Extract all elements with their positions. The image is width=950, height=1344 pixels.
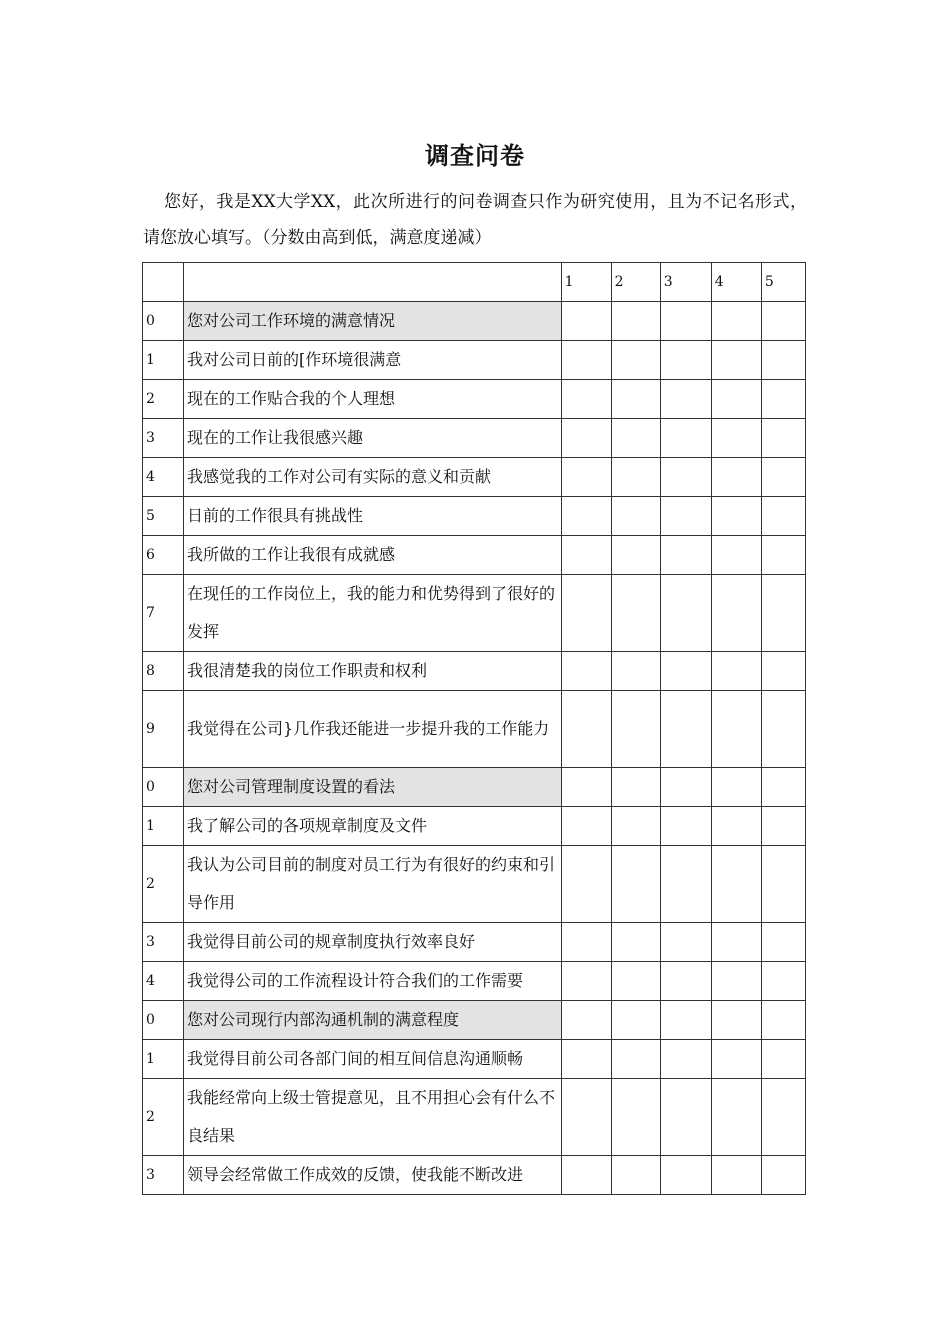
row-number: 5 bbox=[143, 497, 184, 536]
row-number: 2 bbox=[143, 1079, 184, 1156]
rating-cell-5[interactable] bbox=[761, 1079, 805, 1156]
section-heading: 您对公司管理制度设置的看法 bbox=[184, 768, 562, 807]
question-row bbox=[143, 1156, 806, 1195]
rating-cell-1[interactable] bbox=[561, 1040, 611, 1079]
rating-cell-5[interactable] bbox=[761, 536, 805, 575]
question-row bbox=[143, 575, 806, 652]
rating-cell-5[interactable] bbox=[761, 380, 805, 419]
rating-cell-4[interactable] bbox=[711, 768, 761, 807]
question-text: 我觉得在公司}几作我还能进一步提升我的工作能力 bbox=[184, 691, 562, 768]
row-number: 0 bbox=[143, 302, 184, 341]
rating-cell-2[interactable] bbox=[611, 302, 660, 341]
rating-cell-4[interactable] bbox=[711, 497, 761, 536]
rating-cell-4[interactable] bbox=[711, 536, 761, 575]
rating-cell-2[interactable] bbox=[611, 536, 660, 575]
rating-cell-2[interactable] bbox=[611, 691, 660, 768]
rating-cell-4[interactable] bbox=[711, 575, 761, 652]
rating-cell-2[interactable] bbox=[611, 1040, 660, 1079]
question-text: 我感觉我的工作对公司有实际的意义和贡献 bbox=[184, 458, 562, 497]
rating-cell-1[interactable] bbox=[561, 768, 611, 807]
rating-cell-2[interactable] bbox=[611, 1001, 660, 1040]
rating-cell-2[interactable] bbox=[611, 497, 660, 536]
rating-cell-5[interactable] bbox=[761, 419, 805, 458]
question-text: 我觉得公司的工作流程设计符合我们的工作需要 bbox=[184, 962, 562, 1001]
survey-table bbox=[142, 262, 806, 1195]
rating-cell-1[interactable] bbox=[561, 497, 611, 536]
rating-cell-5[interactable] bbox=[761, 302, 805, 341]
row-number: 1 bbox=[143, 341, 184, 380]
question-row bbox=[143, 962, 806, 1001]
row-number: 8 bbox=[143, 652, 184, 691]
rating-cell-5[interactable] bbox=[761, 768, 805, 807]
question-text: 现在的工作贴合我的个人理想 bbox=[184, 380, 562, 419]
question-row bbox=[143, 807, 806, 846]
row-number: 2 bbox=[143, 846, 184, 923]
rating-cell-4[interactable] bbox=[711, 380, 761, 419]
rating-cell-2[interactable] bbox=[611, 575, 660, 652]
rating-cell-1[interactable] bbox=[561, 575, 611, 652]
question-row bbox=[143, 458, 806, 497]
rating-cell-3[interactable] bbox=[660, 1079, 711, 1156]
rating-cell-4[interactable] bbox=[711, 652, 761, 691]
row-number: 3 bbox=[143, 923, 184, 962]
row-number: 4 bbox=[143, 458, 184, 497]
question-text: 领导会经常做工作成效的反馈，使我能不断改进 bbox=[184, 1156, 562, 1195]
rating-cell-5[interactable] bbox=[761, 1156, 805, 1195]
question-text: 我能经常向上级士管提意见，且不用担心会有什么不良结果 bbox=[184, 1079, 562, 1156]
row-number: 0 bbox=[143, 1001, 184, 1040]
question-text: 我很清楚我的岗位工作职责和权利 bbox=[184, 652, 562, 691]
rating-cell-4[interactable] bbox=[711, 1001, 761, 1040]
rating-cell-1[interactable] bbox=[561, 1001, 611, 1040]
question-text: 我觉得目前公司的规章制度执行效率良好 bbox=[184, 923, 562, 962]
rating-cell-4[interactable] bbox=[711, 1156, 761, 1195]
rating-cell-1[interactable] bbox=[561, 458, 611, 497]
rating-cell-5[interactable] bbox=[761, 652, 805, 691]
rating-cell-1[interactable] bbox=[561, 1156, 611, 1195]
question-row bbox=[143, 380, 806, 419]
question-row bbox=[143, 923, 806, 962]
rating-cell-1[interactable] bbox=[561, 923, 611, 962]
rating-cell-4[interactable] bbox=[711, 807, 761, 846]
rating-cell-3[interactable] bbox=[660, 846, 711, 923]
row-number: 0 bbox=[143, 768, 184, 807]
rating-cell-2[interactable] bbox=[611, 380, 660, 419]
rating-cell-1[interactable] bbox=[561, 1079, 611, 1156]
rating-cell-4[interactable] bbox=[711, 1040, 761, 1079]
page-title: 调查问卷 bbox=[425, 142, 525, 170]
rating-cell-5[interactable] bbox=[761, 846, 805, 923]
rating-cell-2[interactable] bbox=[611, 458, 660, 497]
rating-cell-2[interactable] bbox=[611, 846, 660, 923]
rating-cell-1[interactable] bbox=[561, 846, 611, 923]
rating-cell-4[interactable] bbox=[711, 962, 761, 1001]
row-number: 4 bbox=[143, 962, 184, 1001]
question-text: 我了解公司的各项规章制度及文件 bbox=[184, 807, 562, 846]
rating-cell-2[interactable] bbox=[611, 419, 660, 458]
scale-header: 3 bbox=[660, 263, 711, 302]
scale-header: 2 bbox=[611, 263, 660, 302]
rating-cell-5[interactable] bbox=[761, 962, 805, 1001]
rating-cell-2[interactable] bbox=[611, 768, 660, 807]
rating-cell-1[interactable] bbox=[561, 962, 611, 1001]
rating-cell-5[interactable] bbox=[761, 691, 805, 768]
rating-cell-4[interactable] bbox=[711, 1079, 761, 1156]
rating-cell-2[interactable] bbox=[611, 923, 660, 962]
rating-cell-1[interactable] bbox=[561, 807, 611, 846]
question-row bbox=[143, 1040, 806, 1079]
question-row bbox=[143, 846, 806, 923]
rating-cell-5[interactable] bbox=[761, 807, 805, 846]
row-number: 9 bbox=[143, 691, 184, 768]
rating-cell-2[interactable] bbox=[611, 652, 660, 691]
question-text: 在现任的工作岗位上，我的能力和优势得到了很好的发挥 bbox=[184, 575, 562, 652]
section-heading: 您对公司现行内部沟通机制的满意程度 bbox=[184, 1001, 562, 1040]
rating-cell-1[interactable] bbox=[561, 691, 611, 768]
rating-cell-2[interactable] bbox=[611, 341, 660, 380]
rating-cell-4[interactable] bbox=[711, 419, 761, 458]
question-text: 我对公司日前的[作环境很满意 bbox=[184, 341, 562, 380]
rating-cell-5[interactable] bbox=[761, 1001, 805, 1040]
row-number: 6 bbox=[143, 536, 184, 575]
rating-cell-4[interactable] bbox=[711, 458, 761, 497]
row-number: 3 bbox=[143, 419, 184, 458]
rating-cell-4[interactable] bbox=[711, 923, 761, 962]
rating-cell-3[interactable] bbox=[660, 419, 711, 458]
scale-header: 4 bbox=[711, 263, 761, 302]
question-text: 我认为公司目前的制度对员工行为有很好的约束和引导作用 bbox=[184, 846, 562, 923]
question-row bbox=[143, 691, 806, 768]
rating-cell-1[interactable] bbox=[561, 652, 611, 691]
rating-cell-2[interactable] bbox=[611, 1156, 660, 1195]
section-heading: 您对公司工作环境的满意情况 bbox=[184, 302, 562, 341]
section-row bbox=[143, 768, 806, 807]
scale-header: 5 bbox=[761, 263, 805, 302]
header-num-cell bbox=[143, 263, 184, 302]
question-row bbox=[143, 419, 806, 458]
question-text: 我觉得目前公司各部门间的相互间信息沟通顺畅 bbox=[184, 1040, 562, 1079]
scale-header: 1 bbox=[561, 263, 611, 302]
rating-cell-4[interactable] bbox=[711, 846, 761, 923]
rating-cell-3[interactable] bbox=[660, 923, 711, 962]
row-number: 1 bbox=[143, 807, 184, 846]
rating-cell-5[interactable] bbox=[761, 458, 805, 497]
rating-cell-3[interactable] bbox=[660, 1040, 711, 1079]
question-text: 日前的工作很具有挑战性 bbox=[184, 497, 562, 536]
rating-cell-4[interactable] bbox=[711, 302, 761, 341]
rating-cell-3[interactable] bbox=[660, 807, 711, 846]
intro-paragraph: 您好，我是XX大学XX，此次所进行的问卷调查只作为研究使用，且为不记名形式，请您放心填写。（分数由高到低，满意度递减） bbox=[143, 192, 807, 248]
question-row bbox=[143, 341, 806, 380]
rating-cell-5[interactable] bbox=[761, 1040, 805, 1079]
rating-cell-1[interactable] bbox=[561, 302, 611, 341]
rating-cell-3[interactable] bbox=[660, 575, 711, 652]
rating-cell-3[interactable] bbox=[660, 458, 711, 497]
row-number: 7 bbox=[143, 575, 184, 652]
rating-cell-5[interactable] bbox=[761, 575, 805, 652]
rating-cell-3[interactable] bbox=[660, 341, 711, 380]
rating-cell-1[interactable] bbox=[561, 341, 611, 380]
rating-cell-3[interactable] bbox=[660, 1001, 711, 1040]
question-row bbox=[143, 652, 806, 691]
section-row bbox=[143, 302, 806, 341]
header-row bbox=[143, 263, 806, 302]
rating-cell-3[interactable] bbox=[660, 691, 711, 768]
rating-cell-3[interactable] bbox=[660, 497, 711, 536]
rating-cell-3[interactable] bbox=[660, 768, 711, 807]
row-number: 1 bbox=[143, 1040, 184, 1079]
rating-cell-1[interactable] bbox=[561, 380, 611, 419]
row-number: 2 bbox=[143, 380, 184, 419]
rating-cell-5[interactable] bbox=[761, 341, 805, 380]
rating-cell-3[interactable] bbox=[660, 380, 711, 419]
rating-cell-3[interactable] bbox=[660, 962, 711, 1001]
section-row bbox=[143, 1001, 806, 1040]
question-text: 我所做的工作让我很有成就感 bbox=[184, 536, 562, 575]
rating-cell-2[interactable] bbox=[611, 962, 660, 1001]
rating-cell-2[interactable] bbox=[611, 1079, 660, 1156]
rating-cell-1[interactable] bbox=[561, 419, 611, 458]
rating-cell-5[interactable] bbox=[761, 923, 805, 962]
rating-cell-3[interactable] bbox=[660, 536, 711, 575]
rating-cell-5[interactable] bbox=[761, 497, 805, 536]
question-row bbox=[143, 497, 806, 536]
row-number: 3 bbox=[143, 1156, 184, 1195]
question-row bbox=[143, 1079, 806, 1156]
question-row bbox=[143, 536, 806, 575]
header-question-cell bbox=[184, 263, 562, 302]
rating-cell-4[interactable] bbox=[711, 691, 761, 768]
rating-cell-3[interactable] bbox=[660, 302, 711, 341]
question-text: 现在的工作让我很感兴趣 bbox=[184, 419, 562, 458]
rating-cell-3[interactable] bbox=[660, 1156, 711, 1195]
rating-cell-4[interactable] bbox=[711, 341, 761, 380]
rating-cell-3[interactable] bbox=[660, 652, 711, 691]
rating-cell-2[interactable] bbox=[611, 807, 660, 846]
rating-cell-1[interactable] bbox=[561, 536, 611, 575]
